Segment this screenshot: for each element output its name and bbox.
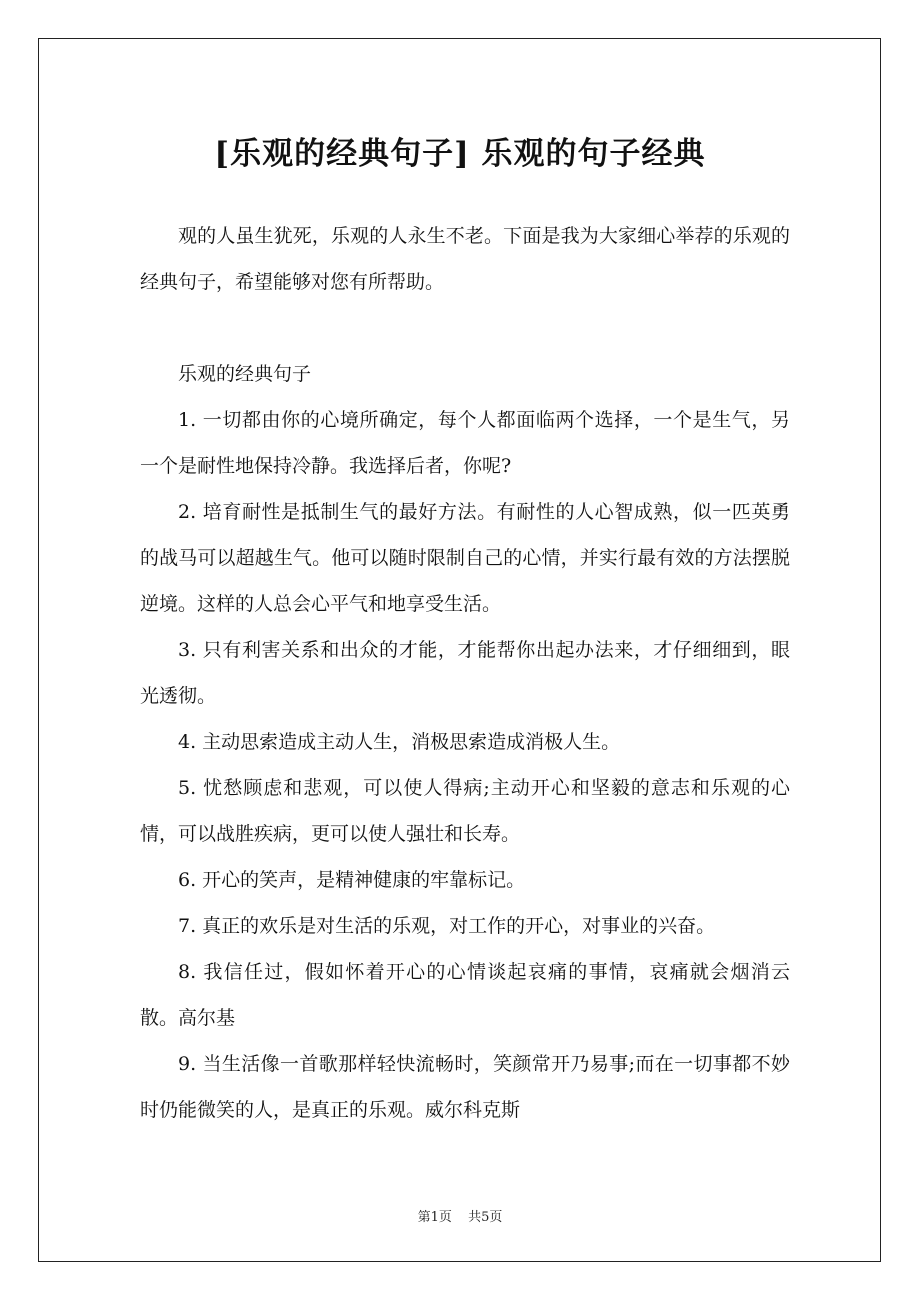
quote-item-8: 8. 我信任过，假如怀着开心的心情谈起哀痛的事情，哀痛就会烟消云散。高尔基 — [140, 961, 790, 1029]
quote-item-9: 9. 当生活像一首歌那样轻快流畅时，笑颜常开乃易事;而在一切事都不妙时仍能微笑的人，是真正的乐观。威尔科克斯 — [140, 1053, 790, 1121]
quote-item-5: 5. 忧愁顾虑和悲观，可以使人得病;主动开心和坚毅的意志和乐观的心情，可以战胜疾病，更可以使人强壮和长寿。 — [140, 777, 790, 845]
quote-item-7: 7. 真正的欢乐是对生活的乐观，对工作的开心，对事业的兴奋。 — [178, 915, 716, 937]
intro-paragraph: 观的人虽生犹死，乐观的人永生不老。下面是我为大家细心举荐的乐观的经典句子，希望能够对您有所帮助。 — [140, 225, 790, 293]
document-title: [乐观的经典句子] 乐观的句子经典 — [214, 136, 706, 172]
page-number: 第1页 — [417, 1210, 452, 1225]
quote-item-4: 4. 主动思索造成主动人生，消极思索造成消极人生。 — [178, 731, 621, 753]
page-total: 共5页 — [468, 1210, 503, 1225]
section-heading: 乐观的经典句子 — [178, 363, 312, 385]
quote-item-3: 3. 只有利害关系和出众的才能，才能帮你出起办法来，才仔细细到，眼光透彻。 — [140, 639, 790, 707]
page-footer — [0, 1206, 920, 1225]
quote-item-2: 2. 培育耐性是抵制生气的最好方法。有耐性的人心智成熟，似一匹英勇的战马可以超越生气。他可以随时限制自己的心情，并实行最有效的方法摆脱逆境。这样的人总会心平气和地享受生活。 — [140, 501, 790, 615]
quote-item-1: 1. 一切都由你的心境所确定，每个人都面临两个选择，一个是生气，另一个是耐性地保持冷静。我选择后者，你呢? — [140, 409, 790, 477]
quote-item-6: 6. 开心的笑声，是精神健康的牢靠标记。 — [178, 869, 526, 891]
document-body — [140, 213, 790, 1133]
